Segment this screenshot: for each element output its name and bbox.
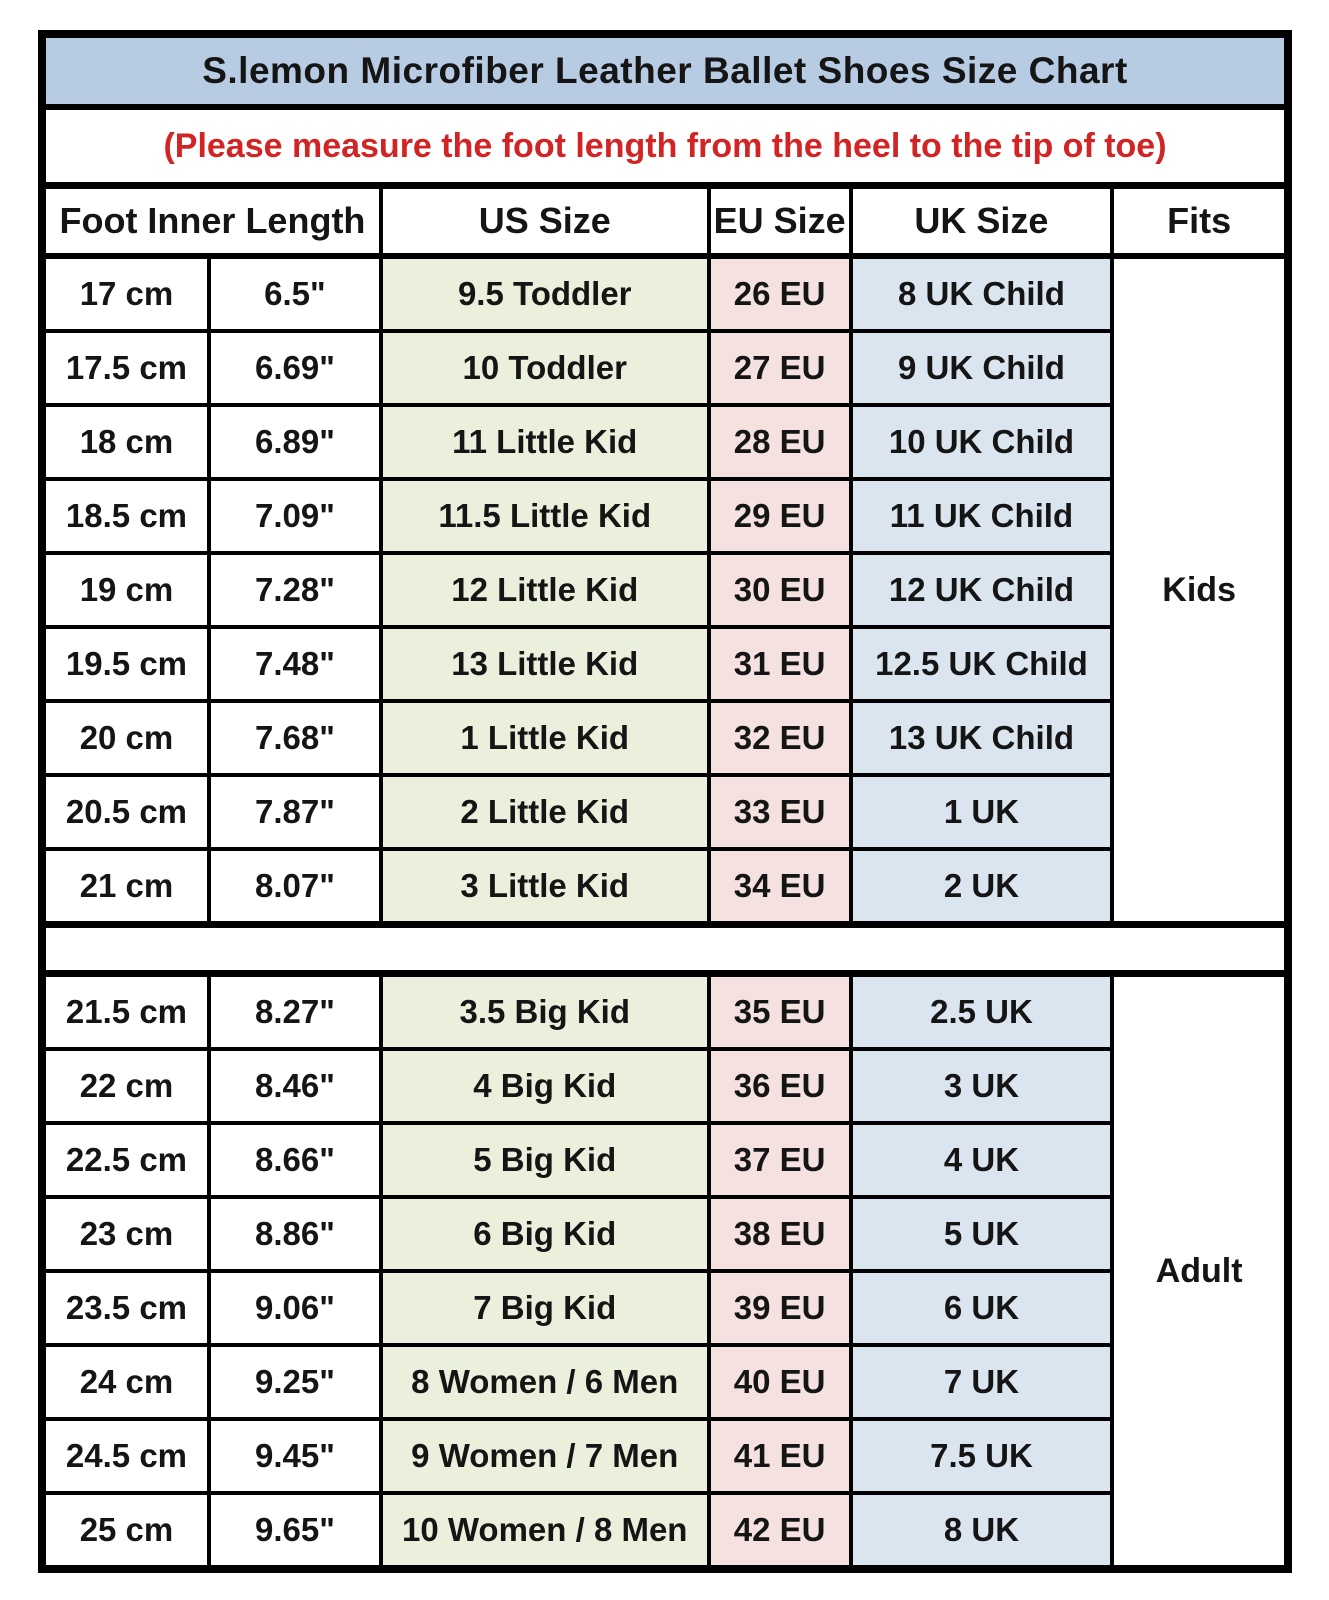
cell-eu-size: 42 EU [709, 1493, 851, 1569]
cell-eu-size: 31 EU [709, 627, 851, 701]
cell-foot-length-cm: 18 cm [42, 405, 209, 479]
title-row [42, 34, 1288, 107]
cell-foot-length-inch: 9.25" [209, 1345, 381, 1419]
cell-us-size: 5 Big Kid [381, 1123, 709, 1197]
cell-foot-length-inch: 9.65" [209, 1493, 381, 1569]
cell-uk-size: 10 UK Child [851, 405, 1113, 479]
cell-us-size: 3 Little Kid [381, 849, 709, 925]
table-row [42, 1197, 1288, 1271]
table-row [42, 974, 1288, 1050]
cell-foot-length-cm: 19.5 cm [42, 627, 209, 701]
cell-uk-size: 2.5 UK [851, 974, 1113, 1050]
cell-us-size: 2 Little Kid [381, 775, 709, 849]
chart-title: S.lemon Microfiber Leather Ballet Shoes Size Chart [42, 34, 1288, 107]
cell-eu-size: 40 EU [709, 1345, 851, 1419]
cell-uk-size: 7.5 UK [851, 1419, 1113, 1493]
cell-foot-length-cm: 21 cm [42, 849, 209, 925]
table-row [42, 849, 1288, 925]
cell-eu-size: 26 EU [709, 256, 851, 331]
table-row [42, 553, 1288, 627]
cell-foot-length-inch: 7.68" [209, 701, 381, 775]
cell-foot-length-cm: 18.5 cm [42, 479, 209, 553]
table-row [42, 701, 1288, 775]
cell-eu-size: 37 EU [709, 1123, 851, 1197]
table-row [42, 1419, 1288, 1493]
cell-foot-length-cm: 19 cm [42, 553, 209, 627]
cell-uk-size: 8 UK Child [851, 256, 1113, 331]
cell-foot-length-inch: 8.46" [209, 1049, 381, 1123]
table-row [42, 1049, 1288, 1123]
cell-foot-length-inch: 8.86" [209, 1197, 381, 1271]
cell-foot-length-cm: 17.5 cm [42, 331, 209, 405]
cell-eu-size: 30 EU [709, 553, 851, 627]
table-row [42, 1493, 1288, 1569]
fits-label: Kids [1112, 256, 1288, 925]
cell-uk-size: 13 UK Child [851, 701, 1113, 775]
cell-foot-length-cm: 21.5 cm [42, 974, 209, 1050]
cell-uk-size: 6 UK [851, 1271, 1113, 1345]
cell-uk-size: 7 UK [851, 1345, 1113, 1419]
cell-foot-length-cm: 17 cm [42, 256, 209, 331]
cell-eu-size: 39 EU [709, 1271, 851, 1345]
cell-foot-length-cm: 23.5 cm [42, 1271, 209, 1345]
cell-uk-size: 5 UK [851, 1197, 1113, 1271]
cell-eu-size: 27 EU [709, 331, 851, 405]
cell-uk-size: 3 UK [851, 1049, 1113, 1123]
cell-foot-length-inch: 7.87" [209, 775, 381, 849]
cell-uk-size: 12 UK Child [851, 553, 1113, 627]
cell-eu-size: 33 EU [709, 775, 851, 849]
column-header-row [42, 186, 1288, 257]
cell-foot-length-cm: 20 cm [42, 701, 209, 775]
cell-foot-length-cm: 20.5 cm [42, 775, 209, 849]
cell-uk-size: 9 UK Child [851, 331, 1113, 405]
table-row [42, 1271, 1288, 1345]
cell-foot-length-cm: 22.5 cm [42, 1123, 209, 1197]
cell-uk-size: 2 UK [851, 849, 1113, 925]
size-chart-table [38, 30, 1292, 1573]
cell-us-size: 8 Women / 6 Men [381, 1345, 709, 1419]
cell-us-size: 13 Little Kid [381, 627, 709, 701]
cell-eu-size: 34 EU [709, 849, 851, 925]
table-row [42, 1123, 1288, 1197]
cell-uk-size: 11 UK Child [851, 479, 1113, 553]
section-separator-cell [42, 925, 1288, 974]
cell-us-size: 11.5 Little Kid [381, 479, 709, 553]
cell-foot-length-inch: 6.69" [209, 331, 381, 405]
cell-uk-size: 8 UK [851, 1493, 1113, 1569]
cell-uk-size: 4 UK [851, 1123, 1113, 1197]
cell-foot-length-inch: 8.66" [209, 1123, 381, 1197]
cell-foot-length-inch: 7.28" [209, 553, 381, 627]
cell-eu-size: 38 EU [709, 1197, 851, 1271]
cell-foot-length-cm: 22 cm [42, 1049, 209, 1123]
table-row [42, 331, 1288, 405]
col-header-foot-inner-length: Foot Inner Length [42, 186, 381, 257]
cell-us-size: 3.5 Big Kid [381, 974, 709, 1050]
cell-us-size: 1 Little Kid [381, 701, 709, 775]
table-row [42, 627, 1288, 701]
cell-us-size: 10 Women / 8 Men [381, 1493, 709, 1569]
fits-label: Adult [1112, 974, 1288, 1570]
cell-us-size: 9 Women / 7 Men [381, 1419, 709, 1493]
cell-us-size: 12 Little Kid [381, 553, 709, 627]
cell-us-size: 9.5 Toddler [381, 256, 709, 331]
cell-eu-size: 41 EU [709, 1419, 851, 1493]
col-header-us-size: US Size [381, 186, 709, 257]
measure-instruction: (Please measure the foot length from the heel to the tip of toe) [42, 107, 1288, 186]
cell-eu-size: 32 EU [709, 701, 851, 775]
cell-us-size: 6 Big Kid [381, 1197, 709, 1271]
cell-foot-length-cm: 25 cm [42, 1493, 209, 1569]
cell-foot-length-inch: 9.06" [209, 1271, 381, 1345]
table-row [42, 775, 1288, 849]
cell-us-size: 11 Little Kid [381, 405, 709, 479]
cell-eu-size: 29 EU [709, 479, 851, 553]
cell-us-size: 4 Big Kid [381, 1049, 709, 1123]
cell-foot-length-cm: 24 cm [42, 1345, 209, 1419]
cell-us-size: 7 Big Kid [381, 1271, 709, 1345]
cell-foot-length-inch: 7.09" [209, 479, 381, 553]
cell-foot-length-inch: 8.07" [209, 849, 381, 925]
cell-foot-length-cm: 23 cm [42, 1197, 209, 1271]
cell-us-size: 10 Toddler [381, 331, 709, 405]
cell-uk-size: 1 UK [851, 775, 1113, 849]
col-header-eu-size: EU Size [709, 186, 851, 257]
instruction-row [42, 107, 1288, 186]
table-row [42, 479, 1288, 553]
cell-foot-length-cm: 24.5 cm [42, 1419, 209, 1493]
cell-eu-size: 28 EU [709, 405, 851, 479]
cell-foot-length-inch: 7.48" [209, 627, 381, 701]
section-separator [42, 925, 1288, 974]
cell-foot-length-inch: 8.27" [209, 974, 381, 1050]
table-row [42, 405, 1288, 479]
col-header-fits: Fits [1112, 186, 1288, 257]
table-row [42, 256, 1288, 331]
cell-foot-length-inch: 9.45" [209, 1419, 381, 1493]
cell-uk-size: 12.5 UK Child [851, 627, 1113, 701]
cell-foot-length-inch: 6.5" [209, 256, 381, 331]
cell-eu-size: 36 EU [709, 1049, 851, 1123]
cell-eu-size: 35 EU [709, 974, 851, 1050]
col-header-uk-size: UK Size [851, 186, 1113, 257]
table-row [42, 1345, 1288, 1419]
cell-foot-length-inch: 6.89" [209, 405, 381, 479]
